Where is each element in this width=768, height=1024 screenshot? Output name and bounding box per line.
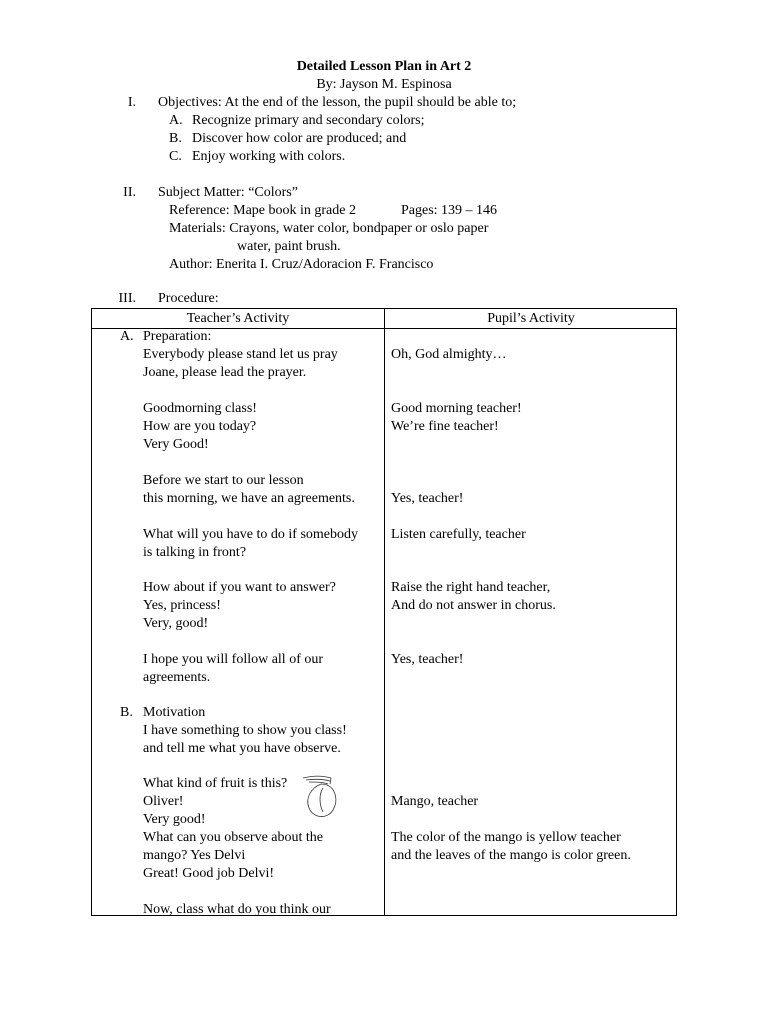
- mango-sketch-image: [297, 774, 341, 822]
- teacher-line: What can you observe about the: [143, 830, 323, 845]
- objective-letter: C.: [169, 149, 182, 164]
- pupil-line: The color of the mango is yellow teacher: [391, 830, 621, 845]
- pupil-line: We’re fine teacher!: [391, 419, 499, 434]
- teacher-line: What will you have to do if somebody: [143, 527, 359, 542]
- teacher-line: I have something to show you class!: [143, 723, 347, 738]
- section-letter: B.: [120, 705, 133, 720]
- teacher-line: Goodmorning class!: [143, 401, 257, 416]
- procedure-heading: Procedure:: [158, 291, 219, 306]
- objective-item: Recognize primary and secondary colors;: [192, 113, 425, 128]
- table-column-divider: [384, 309, 385, 915]
- procedure-table: [91, 308, 677, 916]
- pupil-activity-header: Pupil’s Activity: [487, 311, 575, 326]
- teacher-line: Yes, princess!: [143, 598, 221, 613]
- pupil-line: Mango, teacher: [391, 794, 479, 809]
- pupil-line: Yes, teacher!: [391, 491, 464, 506]
- teacher-line: this morning, we have an agreements.: [143, 491, 355, 506]
- teacher-line: Now, class what do you think our: [143, 902, 331, 917]
- materials-line-continued: water, paint brush.: [237, 239, 341, 254]
- pupil-line: Raise the right hand teacher,: [391, 580, 551, 595]
- teacher-line: I hope you will follow all of our: [143, 652, 324, 667]
- teacher-line: Very Good!: [143, 437, 209, 452]
- section-numeral-objectives: I.: [127, 95, 136, 110]
- objective-item: Discover how color are produced; and: [192, 131, 407, 146]
- pupil-line: Listen carefully, teacher: [391, 527, 526, 542]
- pupil-line: and the leaves of the mango is color green.: [391, 848, 631, 863]
- section-numeral-procedure: III.: [118, 291, 136, 306]
- teacher-line: Very good!: [143, 812, 206, 827]
- section-letter: A.: [120, 329, 134, 344]
- section-numeral-subject-matter: II.: [123, 185, 136, 200]
- teacher-line: agreements.: [143, 670, 211, 685]
- pupil-line: Good morning teacher!: [391, 401, 522, 416]
- subject-matter-heading: Subject Matter: “Colors”: [158, 185, 298, 200]
- pupil-line: And do not answer in chorus.: [391, 598, 556, 613]
- teacher-line: What kind of fruit is this?: [143, 776, 288, 791]
- motivation-heading: Motivation: [143, 705, 206, 720]
- materials-line: Materials: Crayons, water color, bondpaper or oslo paper: [169, 221, 489, 236]
- teacher-line: Everybody please stand let us pray: [143, 347, 338, 362]
- document-title: Detailed Lesson Plan in Art 2: [296, 59, 472, 74]
- objective-letter: A.: [169, 113, 183, 128]
- teacher-line: Oliver!: [143, 794, 184, 809]
- teacher-line: Joane, please lead the prayer.: [143, 365, 307, 380]
- preparation-heading: Preparation:: [143, 329, 212, 344]
- teacher-line: mango? Yes Delvi: [143, 848, 246, 863]
- teacher-line: Great! Good job Delvi!: [143, 866, 275, 881]
- teacher-line: How about if you want to answer?: [143, 580, 336, 595]
- objective-letter: B.: [169, 131, 182, 146]
- teacher-line: Very, good!: [143, 616, 209, 631]
- teacher-line: Before we start to our lesson: [143, 473, 304, 488]
- pupil-line: Yes, teacher!: [391, 652, 464, 667]
- pages-line: Pages: 139 – 146: [401, 203, 498, 218]
- teacher-line: is talking in front?: [143, 545, 247, 560]
- teacher-line: How are you today?: [143, 419, 257, 434]
- teacher-line: and tell me what you have observe.: [143, 741, 341, 756]
- reference-line: Reference: Mape book in grade 2: [169, 203, 356, 218]
- author-byline: By: Jayson M. Espinosa: [316, 77, 452, 92]
- pupil-line: Oh, God almighty…: [391, 347, 507, 362]
- objectives-intro: Objectives: At the end of the lesson, the pupil should be able to;: [158, 95, 517, 110]
- objective-item: Enjoy working with colors.: [192, 149, 346, 164]
- author-line: Author: Enerita I. Cruz/Adoracion F. Francisco: [169, 257, 434, 272]
- teacher-activity-header: Teacher’s Activity: [186, 311, 290, 326]
